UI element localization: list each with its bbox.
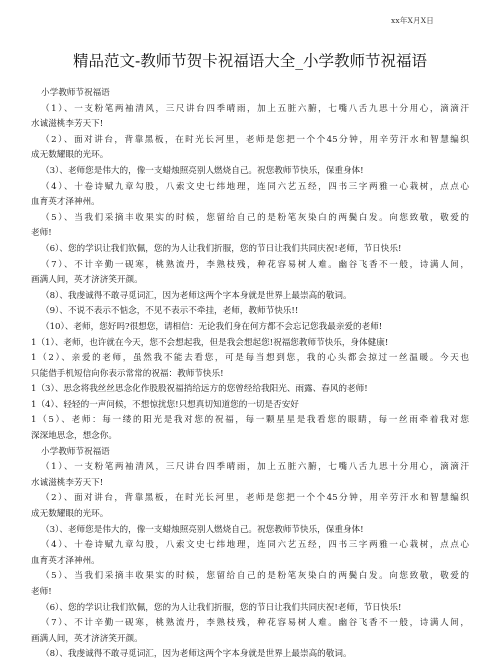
document-title: 精品范文-教师节贺卡祝福语大全_小学教师节祝福语 (73, 52, 427, 70)
text-line: （1）、一支粉笔两袖清风，三尺讲台四季晴雨，加上五脏六腑，七嘴八舌九思十分用心，滴滴汗 (41, 103, 469, 114)
text-line: 成无数耀眼的光环。 (31, 509, 109, 520)
text-line: （3）、老师您是伟大的，像一支蜡烛照亮别人燃烧自己。祝您教师节快乐，保重身体! (41, 524, 364, 535)
text-line: 深深地思念，想念你。 (31, 431, 117, 442)
text-line: （5）、当我们采摘丰收果实的时候，您留给自己的是粉笔灰染白的两鬓白发。向您致敬，敬爱的 (41, 212, 469, 223)
text-line: （7）、不计辛勤一砚寒，桃熟流丹，李熟枝残，种花容易树人难。幽谷飞香不一般，诗满人间， (41, 259, 469, 270)
text-line: 只能借手机短信向你表示常常的祝福：教师节快乐! (31, 368, 224, 379)
text-line: 小学教师节祝福语 (41, 88, 110, 98)
text-line: 1（1）、老师，也许就在今天，您不会想起我，但是我会想起您!祝福您教师节快乐，身体健康! (31, 337, 389, 348)
text-line: （1）、一支粉笔两袖清风，三尺讲台四季晴雨，加上五脏六腑，七嘴八舌九思十分用心，滴滴汗 (41, 462, 469, 473)
text-line: （10）、老师，您好吗?很想您，请相信：无论我们身在何方都不会忘记您我最亲爱的老师! (41, 321, 383, 332)
text-line: 画满人间，英才济济笑开颜。 (31, 633, 143, 644)
text-line: 血育英才泽神州。 (31, 197, 100, 208)
text-line: （7）、不计辛勤一砚寒，桃熟流丹，李熟枝残，种花容易树人难。幽谷飞香不一般，诗满人间， (41, 618, 469, 629)
text-line: （2）、面对讲台，背靠黑板，在时光长河里，老师是您把一个个45分钟，用辛劳汗水和智慧编织 (41, 493, 469, 504)
text-line: （4）、十卷诗赋九章勾股，八索文史七纬地理，连同六艺五经，四书三字两雅一心栽树，点点心 (41, 181, 469, 192)
text-line: 1（2）、亲爱的老师，虽然我不能去看您，可是每当想到您，我的心头都会掠过一丝温暖。今天也 (31, 353, 469, 364)
text-line: （8）、我虔诚得不敢寻觅词汇，因为老师这两个字本身就是世界上最崇高的敬词。 (41, 290, 352, 301)
text-line: 小学教师节祝福语 (41, 446, 110, 457)
document-body (31, 86, 469, 663)
text-line: 画满人间，英才济济笑开颜。 (31, 275, 143, 286)
text-line: （2）、面对讲台，背靠黑板，在时光长河里，老师是您把一个个45分钟，用辛劳汗水和智慧编织 (41, 134, 469, 145)
text-line: 水诚滋桃李芳天下! (31, 477, 104, 488)
text-line: 血育英才泽神州。 (31, 555, 100, 566)
text-line: 1（3）、思念将我丝丝思念化作股股祝福捎给远方的您曾经给我阳光、雨露、春风的老师! (31, 384, 368, 395)
document-date: xx年X月X日 (390, 16, 434, 25)
text-line: （8）、我虔诚得不敢寻觅词汇，因为老师这两个字本身就是世界上最崇高的敬词。 (41, 649, 352, 660)
text-line: （3）、老师您是伟大的，像一支蜡烛照亮别人燃烧自己。祝您教师节快乐，保重身体! (41, 165, 364, 176)
text-line: （6）、您的学识让我们钦佩，您的为人让我们折服，您的节日让我们共同庆祝!老师，节日快乐! (41, 602, 402, 613)
text-line: 老师! (31, 587, 52, 597)
text-line: 老师! (31, 228, 52, 239)
text-line: （5）、当我们采摘丰收果实的时候，您留给自己的是粉笔灰染白的两鬓白发。向您致敬，敬爱的 (41, 571, 469, 582)
text-line: （9）、不说不表示不惦念，不见不表示不牵挂，老师，教师节快乐!! (41, 306, 299, 317)
text-line: 成无数耀眼的光环。 (31, 150, 109, 161)
text-line: 1（5）、老师：每一缕的阳光是我对您的祝福，每一颗星星是我看您的眼睛，每一丝雨牵着我对您 (31, 415, 469, 426)
text-line: （6）、您的学识让我们钦佩，您的为人让我们折服，您的节日让我们共同庆祝!老师，节日快乐! (41, 243, 402, 254)
text-line: （4）、十卷诗赋九章勾股，八索文史七纬地理，连同六艺五经，四书三字两雅一心栽树，点点心 (41, 540, 469, 551)
text-line: 水诚滋桃李芳天下! (31, 119, 104, 130)
text-line: 1（4）、轻轻的一声问候，不想惊扰您!只想真切知道您的一切是否安好 (31, 399, 299, 410)
